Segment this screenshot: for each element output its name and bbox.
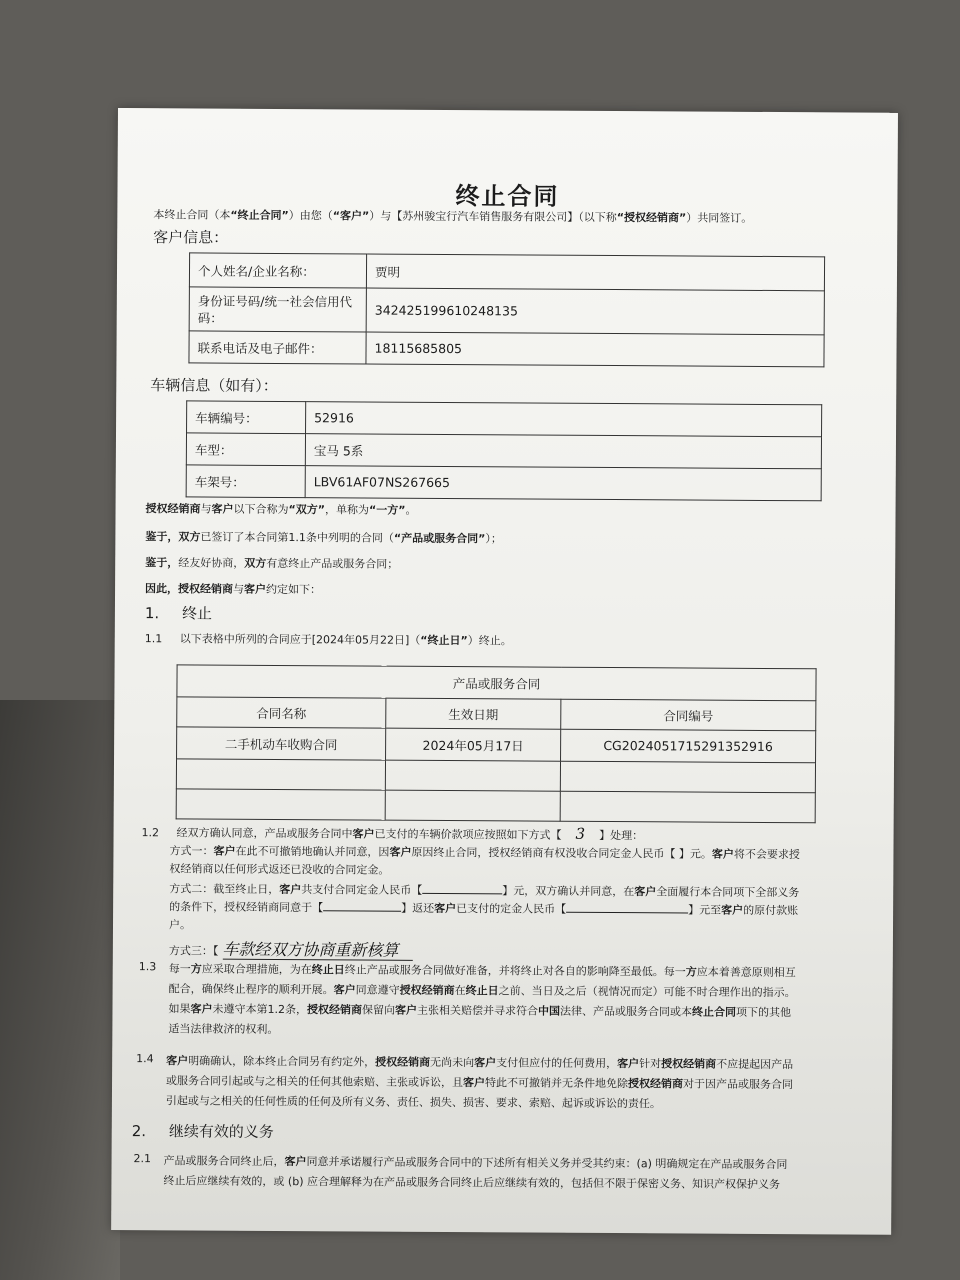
text-run: 原因终止合同，授权经销商有权没收合同定金人民币【 】元。 xyxy=(411,845,712,861)
bold-term: 客户 xyxy=(474,1056,497,1070)
bold-term: 双方 xyxy=(244,556,267,570)
clause-1-3-line-2 xyxy=(169,980,796,1000)
bold-term: 鉴于， xyxy=(145,530,179,544)
field-value: 宝马 5系 xyxy=(305,434,821,469)
text-run: 在此不可撤销地确认并同意，因 xyxy=(235,844,390,859)
method-2-line-1 xyxy=(169,880,799,900)
text-run: 经友好协商， xyxy=(178,556,245,570)
clause-1-4-number: 1.4 xyxy=(136,1052,154,1066)
table-cell xyxy=(176,789,385,820)
bold-term: 授权经销商 xyxy=(399,983,455,998)
text-run: 项下的其他 xyxy=(735,1005,792,1020)
text-run: 与 xyxy=(233,582,245,596)
method-2-line-3: 户。 xyxy=(168,918,192,932)
table-row xyxy=(177,727,816,763)
bold-term: 双方 xyxy=(178,530,201,544)
text-run: 在 xyxy=(454,984,466,998)
text-run: 以下表格中所列的合同应于[2024年05月22日]（ xyxy=(179,632,421,647)
text-run: 无尚未向 xyxy=(430,1055,475,1070)
text-run: 截至终止日， xyxy=(213,882,280,896)
table-row xyxy=(186,465,821,501)
table-cell: 二手机动车收购合同 xyxy=(177,727,386,760)
table-row xyxy=(189,331,824,367)
field-label: 联系电话及电子邮件： xyxy=(189,331,366,364)
handwritten-choice: 3 xyxy=(575,824,586,843)
clause-1-3-line-4: 适当法律救济的权利。 xyxy=(168,1022,279,1036)
clause-2-1-number: 2.1 xyxy=(133,1152,152,1166)
background-shadow xyxy=(0,700,120,1280)
text-run: ，单称为 xyxy=(324,503,370,517)
bold-term: 客户 xyxy=(463,1076,486,1090)
text-run: 与 xyxy=(200,502,212,516)
text-run: 】返还 xyxy=(401,901,435,915)
clause-2-1-line-1 xyxy=(164,1152,788,1172)
bold-term: 客户 xyxy=(389,845,412,859)
clause-1-1 xyxy=(145,630,512,648)
section-number: 2. xyxy=(131,1122,147,1141)
customer-info-heading: 客户信息： xyxy=(153,228,229,247)
intro-text: ）与【苏州骏宝行汽车销售服务有限公司】（以下称 xyxy=(369,209,617,225)
bold-term: 授权经销商 xyxy=(145,502,201,516)
text-run: 已支付的车辆价款项应按照如下方式【 xyxy=(374,827,562,842)
text-run: 保留向 xyxy=(361,1003,396,1017)
bold-term: 授权经销商 xyxy=(375,1055,431,1069)
bold-term: “双方” xyxy=(288,503,326,517)
table-cell: CG2024051715291352916 xyxy=(561,729,816,763)
table-cell xyxy=(385,790,560,821)
bold-term: 客户 xyxy=(617,1057,640,1071)
bold-term: 因此，授权经销商 xyxy=(145,582,234,596)
text-run: 有意终止产品或服务合同； xyxy=(266,556,399,571)
table-cell xyxy=(176,759,385,790)
field-value: 贾明 xyxy=(366,254,824,291)
text-run: 配合，确保终止程序的顺利开展。 xyxy=(168,982,334,997)
table-row xyxy=(189,253,824,291)
bold-term: 客户 xyxy=(244,582,267,596)
intro-text: ）由您（ xyxy=(288,209,333,223)
section-title: 终止 xyxy=(181,604,213,623)
document-page xyxy=(111,108,898,1235)
field-label: 身份证号码/统一社会信用代码： xyxy=(189,287,366,332)
text-run: 约定如下： xyxy=(266,582,322,597)
text-run: 针对 xyxy=(639,1057,662,1071)
amount-blank xyxy=(422,882,502,894)
text-run: 不应提起因产品 xyxy=(716,1057,794,1072)
bold-term: 方 xyxy=(190,962,202,976)
clause-1-3-number: 1.3 xyxy=(138,960,157,974)
text-run: 如果 xyxy=(168,1002,191,1016)
bold-term: 客户 xyxy=(166,1054,189,1068)
bold-term: 客户 xyxy=(352,827,375,841)
text-run: 】元，双方确认并同意，在 xyxy=(502,884,635,899)
bold-term: 客户 xyxy=(279,882,302,897)
text-run: 已签订了本合同第1.1条中列明的合同（ xyxy=(200,530,394,545)
text-run: 已支付的定金人民币【 xyxy=(456,902,567,916)
bold-term: 客户 xyxy=(711,847,734,861)
table-row xyxy=(186,433,821,469)
table-cell: 2024年05月17日 xyxy=(386,728,561,761)
clause-number: 1.2 xyxy=(141,826,160,840)
bold-term: 中国 xyxy=(537,1004,561,1018)
table-header-row xyxy=(177,697,816,731)
bold-term: 方 xyxy=(685,965,697,979)
column-header: 合同编号 xyxy=(561,699,816,731)
method-label: 方式三：【 xyxy=(168,944,219,958)
bold-term: 客户 xyxy=(284,1155,307,1169)
field-label: 车辆编号： xyxy=(187,401,306,434)
text-run: 的条件下，授权经销商同意于【 xyxy=(169,900,324,915)
text-run: 以下合称为 xyxy=(233,502,289,517)
field-value: 18115685805 xyxy=(366,332,824,367)
bold-term: 授权经销商 xyxy=(306,1003,363,1017)
intro-text: ）共同签订。 xyxy=(686,211,753,225)
amount-blank xyxy=(566,901,688,914)
text-run: 将不会要求授 xyxy=(733,847,800,862)
method-2-line-2 xyxy=(169,898,798,918)
text-run: 未遵守本第1.2条， xyxy=(212,1002,308,1017)
clause-2-1-line-2: 终止后应继续有效的，或 (b) 应合理解释为在产品或服务合同终止后应继续有效的，包括但不限于保密义务、知识产权保护义务 xyxy=(163,1174,781,1192)
section-1-heading xyxy=(145,602,212,623)
clause-1-4-line-1 xyxy=(166,1052,793,1072)
method-label: 方式二： xyxy=(169,882,214,896)
table-caption: 产品或服务合同 xyxy=(177,665,816,701)
clause-1-4-line-3: 引起或与之相关的任何性质的任何及所有义务、责任、损失、损害、要求、索赔、起诉或诉讼的责任。 xyxy=(165,1094,661,1111)
field-label: 车架号： xyxy=(186,465,305,498)
handwritten-method-3: 车款经双方协商重新核算 xyxy=(222,940,412,961)
bold-term: 客户 xyxy=(434,901,457,916)
text-run: 应采取合理措施，为在 xyxy=(201,962,312,977)
method-1-line-2: 权经销商以任何形式返还已没收的合同定金。 xyxy=(169,862,390,877)
bold-term: 终止日 xyxy=(465,984,499,998)
bold-term: “一方” xyxy=(368,503,406,517)
text-run: 经双方确认同意，产品或服务合同中 xyxy=(176,826,353,841)
text-run: ）； xyxy=(485,532,502,546)
bold-term: “产品或服务合同” xyxy=(393,531,486,546)
table-cell xyxy=(560,791,815,823)
field-value: LBV61AF07NS267665 xyxy=(305,466,821,501)
document-title: 终止合同 xyxy=(455,182,560,211)
vehicle-info-table xyxy=(186,400,823,501)
intro-text: 本终止合同（本 xyxy=(153,208,231,222)
text-run: 】处理： xyxy=(599,828,644,843)
text-run: 每一 xyxy=(168,962,191,976)
text-run: 支付但应付的任何费用， xyxy=(496,1056,618,1071)
date-blank xyxy=(323,899,401,911)
intro-bold: “客户” xyxy=(332,209,370,223)
text-run: 法律、产品或服务合同或本 xyxy=(559,1004,693,1019)
bold-term: 终止合同 xyxy=(691,1005,737,1019)
text-run: 产品或服务合同终止后， xyxy=(163,1154,285,1169)
table-cell xyxy=(385,760,560,791)
text-run: 的原付款账 xyxy=(743,903,799,918)
intro-line xyxy=(153,206,752,226)
text-run: 主张相关赔偿并寻求符合 xyxy=(416,1003,539,1018)
bold-term: “终止日” xyxy=(420,633,468,648)
clause-1-4-line-2 xyxy=(166,1072,793,1092)
whereas-line-2 xyxy=(145,554,398,572)
text-run: 或服务合同引起或与之相关的任何其他索赔、主张或诉讼，且 xyxy=(166,1074,464,1090)
clause-1-3-line-1 xyxy=(169,960,796,980)
bold-term: 客户 xyxy=(190,1002,213,1016)
bold-term: 鉴于， xyxy=(145,556,179,570)
text-run: 特此不可撤销并无条件地免除 xyxy=(485,1076,629,1091)
bold-term: 客户 xyxy=(213,844,236,858)
method-label: 方式一： xyxy=(169,844,214,858)
parties-line xyxy=(146,500,417,518)
bold-term: 终止日 xyxy=(311,963,345,977)
text-run: 对于因产品或服务合同 xyxy=(683,1077,794,1092)
therefore-line xyxy=(145,580,321,597)
section-2-heading xyxy=(132,1120,274,1142)
section-title: 继续有效的义务 xyxy=(168,1122,274,1141)
bold-term: 授权经销商 xyxy=(661,1057,717,1071)
bold-term: 客户 xyxy=(634,885,657,899)
clause-1-2-line-1 xyxy=(142,822,644,843)
bold-term: 客户 xyxy=(211,502,234,516)
bold-term: 客户 xyxy=(721,903,744,917)
field-value: 342425199610248135 xyxy=(366,288,824,335)
text-run: 全面履行本合同项下全部义务 xyxy=(656,885,800,900)
whereas-line-1 xyxy=(145,528,502,546)
bold-term: 客户 xyxy=(333,983,356,997)
table-row xyxy=(189,287,824,335)
table-row xyxy=(177,665,816,701)
table-cell xyxy=(560,761,815,793)
section-number: 1. xyxy=(144,604,160,623)
field-label: 车型： xyxy=(186,433,305,466)
method-1-line-1 xyxy=(169,842,800,862)
intro-bold: “终止合同” xyxy=(230,208,289,223)
text-run: 同意并承诺履行产品或服务合同中的下述所有相关义务并受其约束：(a) 明确规定在产品或服务合同 xyxy=(306,1155,788,1172)
intro-bold: “授权经销商” xyxy=(616,211,687,225)
text-run: 同意遵守 xyxy=(355,983,400,997)
text-run: 。 xyxy=(405,503,417,517)
text-run: ）终止。 xyxy=(467,634,512,648)
clause-1-3-line-3 xyxy=(168,1000,791,1020)
table-row xyxy=(187,401,822,437)
column-header: 合同名称 xyxy=(177,697,386,728)
field-value: 52916 xyxy=(306,402,822,437)
vehicle-info-heading: 车辆信息（如有）： xyxy=(150,376,278,395)
customer-info-table xyxy=(188,252,825,367)
table-row xyxy=(176,789,815,823)
column-header: 生效日期 xyxy=(386,698,561,729)
text-run: 之前、当日及之后（视情况而定）可能不时合理作出的指示。 xyxy=(498,984,796,1000)
table-row xyxy=(176,759,815,793)
bold-term: 客户 xyxy=(394,1003,418,1017)
clause-number: 1.1 xyxy=(144,632,163,646)
text-run: 应本着善意原则相互 xyxy=(696,965,796,980)
method-3-line xyxy=(169,936,413,960)
text-run: 明确确认，除本终止合同另有约定外， xyxy=(188,1054,376,1069)
text-run: 共支付合同定金人民币【 xyxy=(301,883,423,897)
text-run: 终止产品或服务合同做好准备，并将终止对各自的影响降至最低。每一 xyxy=(344,963,686,979)
bold-term: 授权经销商 xyxy=(628,1077,684,1091)
contract-table xyxy=(176,664,817,823)
field-label: 个人姓名/企业名称： xyxy=(189,253,366,288)
text-run: 】元至 xyxy=(688,903,722,917)
